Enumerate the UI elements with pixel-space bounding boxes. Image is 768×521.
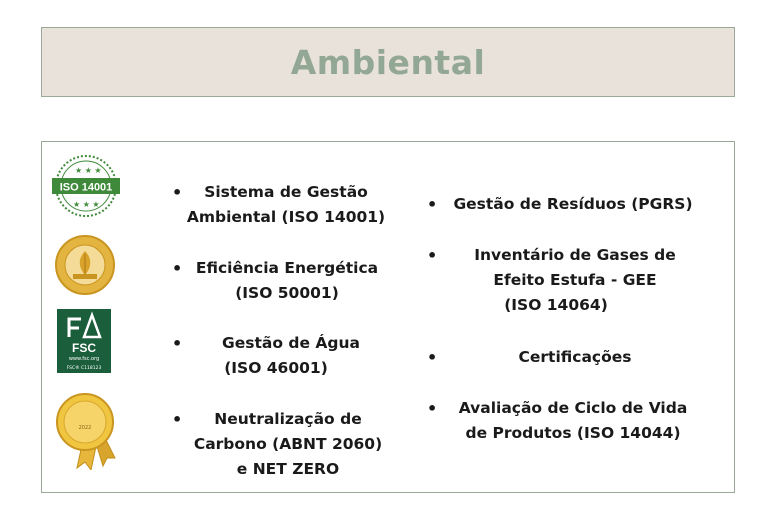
list-item-eficiencia-energetica: Eficiência Energética (ISO 50001) (195, 259, 379, 302)
list-item-gestao-agua: Gestão de Água (ISO 46001) (222, 334, 360, 377)
iso-14001-seal (51, 153, 121, 219)
fsc-site: www.fsc.org (68, 356, 100, 362)
bullet-dot: • (427, 195, 438, 214)
fsc-text: FSC (72, 341, 96, 355)
page-title: Ambiental (290, 42, 486, 82)
bullet-dot: • (172, 259, 183, 278)
bullet-dot: • (172, 183, 183, 202)
bullet-dot: • (427, 399, 438, 418)
fsc-logo (57, 309, 111, 373)
content-panel (41, 141, 735, 493)
svg-text:2022: 2022 (78, 425, 92, 431)
leed-gold-seal (54, 234, 116, 296)
list-item-certificacoes: Certificações (518, 348, 632, 366)
svg-text:★ ★ ★: ★ ★ ★ (73, 200, 100, 209)
bullet-dot: • (427, 246, 438, 265)
svg-text:★ ★ ★: ★ ★ ★ (75, 166, 102, 175)
bullet-dot: • (172, 334, 183, 353)
list-item-neutralizacao-carbono: Neutralização de Carbono (ABNT 2060) e NET ZERO (193, 410, 383, 478)
section-header (41, 27, 735, 97)
list-item-avaliacao-ciclo-vida: Avaliação de Ciclo de Vida de Produtos (ISO 14044) (458, 399, 688, 442)
ghg-protocol-gold-seal (55, 392, 119, 470)
list-item-gestao-residuos: Gestão de Resíduos (PGRS) (453, 195, 693, 213)
list-item-inventario-gee: Inventário de Gases de Efeito Estufa - GEE (ISO 14064) (474, 246, 676, 314)
bullet-dot: • (427, 348, 438, 367)
fsc-code: FSC® C118123 (66, 366, 102, 371)
bullet-dot: • (172, 410, 183, 429)
iso-seal-text: ISO 14001 (59, 181, 113, 194)
list-item-sistema-gestao: Sistema de Gestão Ambiental (ISO 14001) (186, 183, 386, 226)
